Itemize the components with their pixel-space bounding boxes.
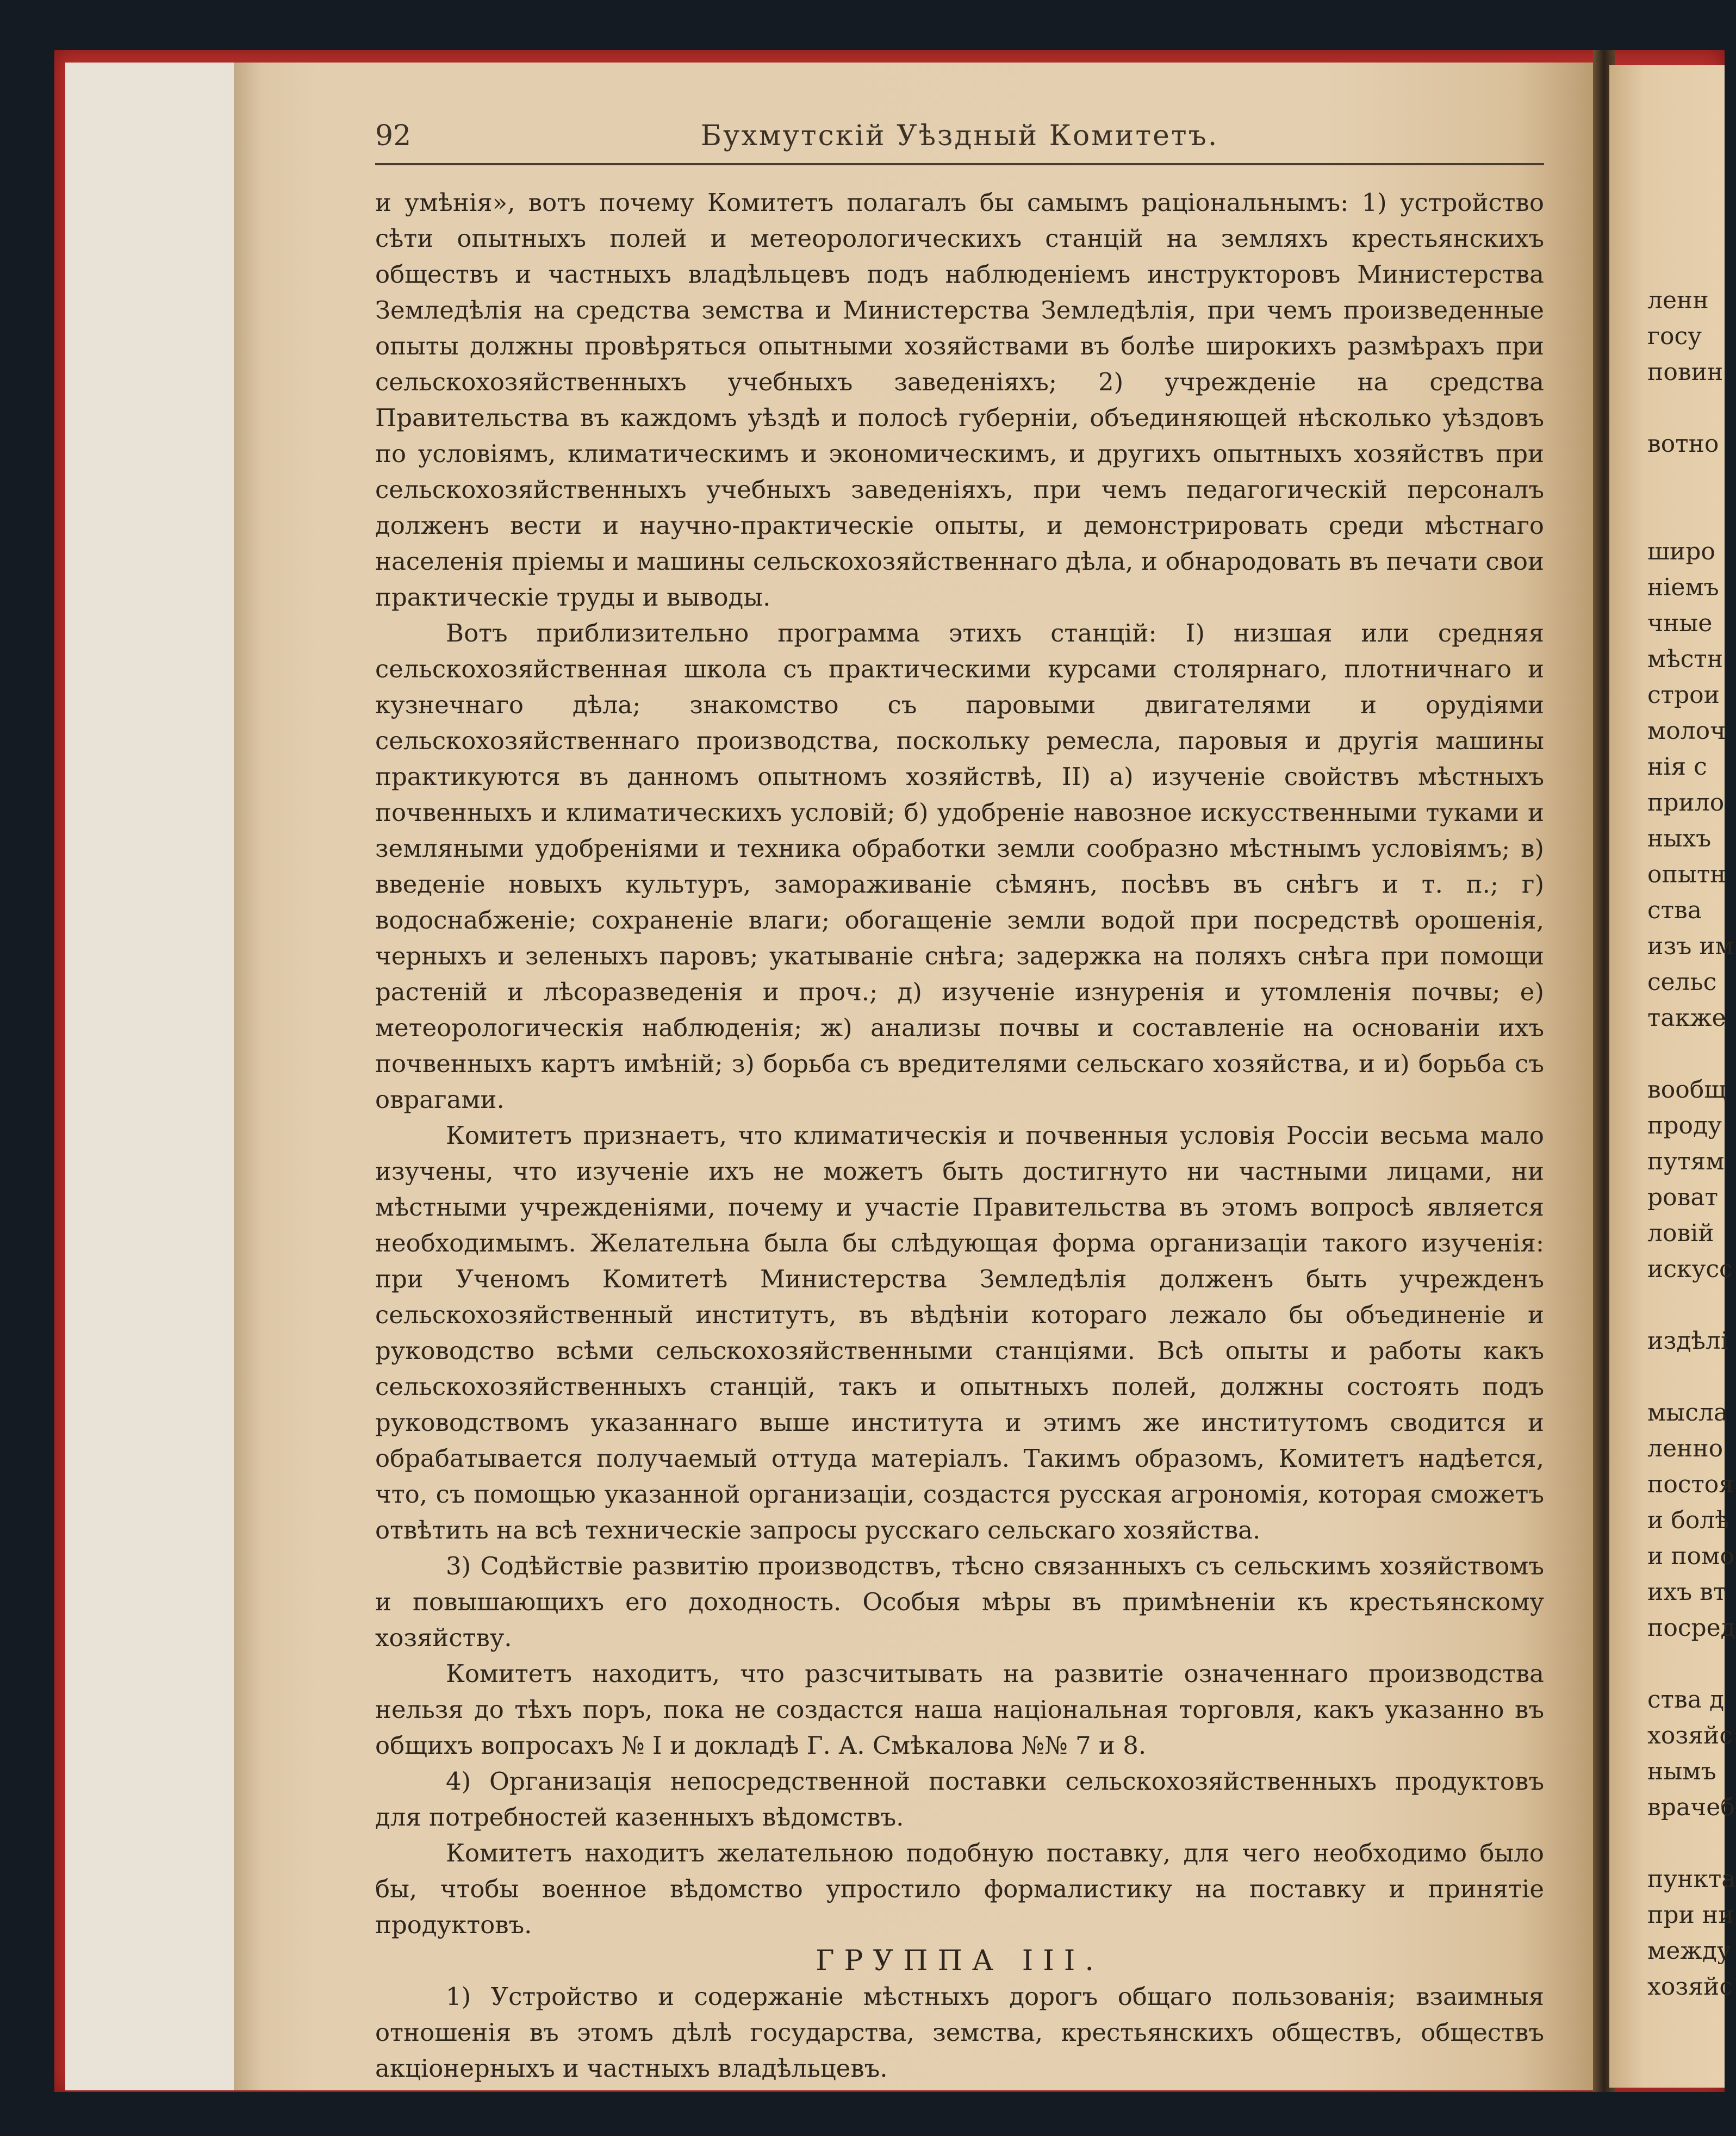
- right-page-line: пункта: [1647, 1865, 1736, 1893]
- background-strip: [54, 2092, 1725, 2136]
- right-page-line: [1647, 390, 1736, 426]
- paragraph: 1) Устройство и содержаніе мѣстныхъ дорогъ общаго пользованія; взаимныя отношенія въ этомъ дѣлѣ государства, земства, крестьянскихъ обществъ, обществъ акціонерныхъ и частныхъ владѣльцевъ.: [375, 1982, 1544, 2083]
- right-page-line: ленн: [1647, 287, 1709, 314]
- right-page-line: [1647, 1359, 1736, 1395]
- right-page-line: искусс: [1647, 1255, 1733, 1283]
- right-page-line: мѣстн: [1647, 645, 1723, 673]
- right-page-line: сельс: [1647, 968, 1717, 996]
- right-page-line: вообщ: [1647, 1076, 1727, 1104]
- right-page-line: вотно: [1647, 430, 1719, 458]
- group-heading: ГРУППА III.: [816, 1945, 1104, 1977]
- right-page-line: прило: [1647, 789, 1725, 817]
- paragraph: и умѣнія», вотъ почему Комитетъ полагалъ бы самымъ раціональнымъ: 1) устройство сѣти опытныхъ полей и метеорологическихъ станцій на земляхъ крестьянскихъ обществъ и частныхъ владѣльцевъ подъ наблюденіемъ инструкторовъ Министерства Земледѣлія на средства земства и Министерства Земледѣлія, при чемъ произведенные опыты должны провѣряться опытными хозяйствами въ болѣе широкихъ размѣрахъ при сельскохозяйственныхъ учебныхъ заведеніяхъ; 2) учрежденіе на средства Правительства въ каждомъ уѣздѣ и полосѣ губерніи, объединяющей нѣсколько уѣздовъ по условіямъ, климатическимъ и экономическимъ, и другихъ опытныхъ хозяйствъ при сельскохозяйственныхъ учебныхъ заведеніяхъ, при чемъ педагогическій персоналъ долженъ вести и научно-практическіе опыты, и демонстрировать среди мѣстнаго населенія пріемы и машины сельскохозяйственнаго дѣла, и обнародовать въ печати свои практическіе труды и выводы.: [375, 188, 1544, 612]
- cover-board: [65, 63, 236, 2090]
- right-page-line: проду: [1647, 1112, 1722, 1139]
- header-rule: [375, 163, 1544, 165]
- paragraph: 4) Организація непосредственной поставки сельскохозяйственныхъ продуктовъ для потребностей казенныхъ вѣдомствъ.: [375, 1767, 1544, 1832]
- page-number: 92: [375, 120, 412, 152]
- right-page-line: [1647, 1287, 1736, 1323]
- right-page-line: ніемъ: [1647, 574, 1719, 601]
- right-page-line: строи: [1647, 681, 1720, 709]
- right-page-line: хозяйс: [1647, 1722, 1733, 1749]
- right-page-line: постоя: [1647, 1471, 1734, 1498]
- right-page-line: при ни: [1647, 1901, 1734, 1929]
- right-page-line: широ: [1647, 538, 1715, 565]
- right-page-line: также: [1647, 1004, 1726, 1032]
- right-page-text: [1647, 283, 1736, 2005]
- right-page-line: между: [1647, 1937, 1731, 1965]
- right-page-line: ихъ вт: [1647, 1578, 1727, 1606]
- paragraph: Комитетъ находитъ, что разсчитывать на развитіе означеннаго производства нельзя до тѣхъ поръ, пока не создастся наша національная торговля, какъ указанно въ общихъ вопросахъ № I и докладѣ Г. А. Смѣкалова №№ 7 и 8.: [375, 1659, 1544, 1760]
- paragraph: 3) Содѣйствіе развитію производствъ, тѣсно связанныхъ съ сельскимъ хозяйствомъ и повышающихъ его доходность. Особыя мѣры въ примѣненіи къ крестьянскому хозяйству.: [375, 1552, 1544, 1652]
- right-page-line: [1647, 462, 1736, 498]
- right-page-line: путям: [1647, 1148, 1725, 1175]
- right-page-line: повин: [1647, 358, 1723, 386]
- right-page-line: нымъ: [1647, 1758, 1716, 1785]
- running-title: Бухмутскій Уѣздный Комитетъ.: [700, 120, 1219, 152]
- right-page-line: ловій: [1647, 1219, 1714, 1247]
- right-page-line: ныхъ: [1647, 825, 1712, 852]
- right-page-line: и болѣ: [1647, 1506, 1729, 1534]
- right-page-line: ленно: [1647, 1435, 1723, 1462]
- right-page-line: госу: [1647, 322, 1702, 350]
- paragraph: Комитетъ находитъ желательною подобную поставку, для чего необходимо было бы, чтобы военное вѣдомство упростило формалистику на поставку и принятіе продуктовъ.: [375, 1839, 1544, 1939]
- page-body: [375, 185, 1544, 2087]
- right-page-line: [1647, 498, 1736, 534]
- right-page-line: и помо: [1647, 1542, 1734, 1570]
- paragraph: Вотъ приблизительно программа этихъ станцій: I) низшая или средняя сельскохозяйственная школа съ практическими курсами столярнаго, плотничнаго и кузнечнаго дѣла; знакомство съ паровыми двигателями и орудіями сельскохозяйственнаго производства, поскольку ремесла, паровыя и другія машины практикуются въ данномъ опытномъ хозяйствѣ, II) а) изученіе свойствъ мѣстныхъ почвенныхъ и климатическихъ условій; б) удобреніе навозное искусственными туками и земляными удобреніями и техника обработки земли сообразно мѣстнымъ условіямъ; в) введеніе новыхъ культуръ, замораживаніе сѣмянъ, посѣвъ въ снѣгъ и т. п.; г) водоснабженіе; сохраненіе влаги; обогащеніе земли водой при посредствѣ орошенія, черныхъ и зеленыхъ паровъ; укатываніе снѣга; задержка на поляхъ снѣга при помощи растеній и лѣсоразведенія и проч.; д) изученіе изнуренія и утомленія почвы; е) метеорологическія наблюденія; ж) анализы почвы и составленіе на основаніи ихъ почвенныхъ картъ имѣній; з) борьба съ вредителями сельскаго хозяйства, и и) борьба съ оврагами.: [375, 619, 1544, 1114]
- right-page-line: чные: [1647, 609, 1713, 637]
- right-page-line: врачеб: [1647, 1794, 1735, 1821]
- paragraph: Комитетъ признаетъ, что климатическія и почвенныя условія Россіи весьма мало изучены, что изученіе ихъ не можетъ быть достигнуто ни частными лицами, ни мѣстными учрежденіями, почему и участіе Правительства въ этомъ вопросѣ является необходимымъ. Желательна была бы слѣдующая форма организаціи такого изученія: при Ученомъ Комитетѣ Министерства Земледѣлія долженъ быть учрежденъ сельскохозяйственный институтъ, въ вѣдѣніи котораго лежало бы объединеніе и руководство всѣми сельскохозяйственными станціями. Всѣ опыты и работы какъ сельскохозяйственныхъ станцій, такъ и опытныхъ полей, должны состоять подъ руководствомъ указаннаго выше института и этимъ же институтомъ сводится и обрабатывается получаемый оттуда матеріалъ. Такимъ образомъ, Комитетъ надѣется, что, съ помощью указанной организаціи, создастся русская агрономія, которая сможетъ отвѣтить на всѣ техническіе запросы русскаго сельскаго хозяйства.: [375, 1121, 1544, 1545]
- right-page-line: посред: [1647, 1614, 1735, 1642]
- right-page-line: [1647, 1826, 1736, 1861]
- right-page-line: ства д: [1647, 1686, 1725, 1714]
- right-page-line: молоч: [1647, 717, 1726, 745]
- page-header: [375, 114, 1544, 169]
- right-page-line: хозяйс: [1647, 1973, 1733, 2001]
- right-page-line: нія с: [1647, 753, 1707, 781]
- right-page-line: роват: [1647, 1184, 1719, 1211]
- right-page-line: издѣлі: [1647, 1327, 1728, 1355]
- right-page-line: изъ им: [1647, 932, 1734, 960]
- right-page: [1609, 65, 1736, 2088]
- right-page-line: [1647, 1036, 1736, 1072]
- right-page-line: ства: [1647, 896, 1702, 924]
- right-page-line: мысла: [1647, 1399, 1728, 1427]
- right-page-line: [1647, 1646, 1736, 1682]
- right-page-line: опытн: [1647, 861, 1726, 888]
